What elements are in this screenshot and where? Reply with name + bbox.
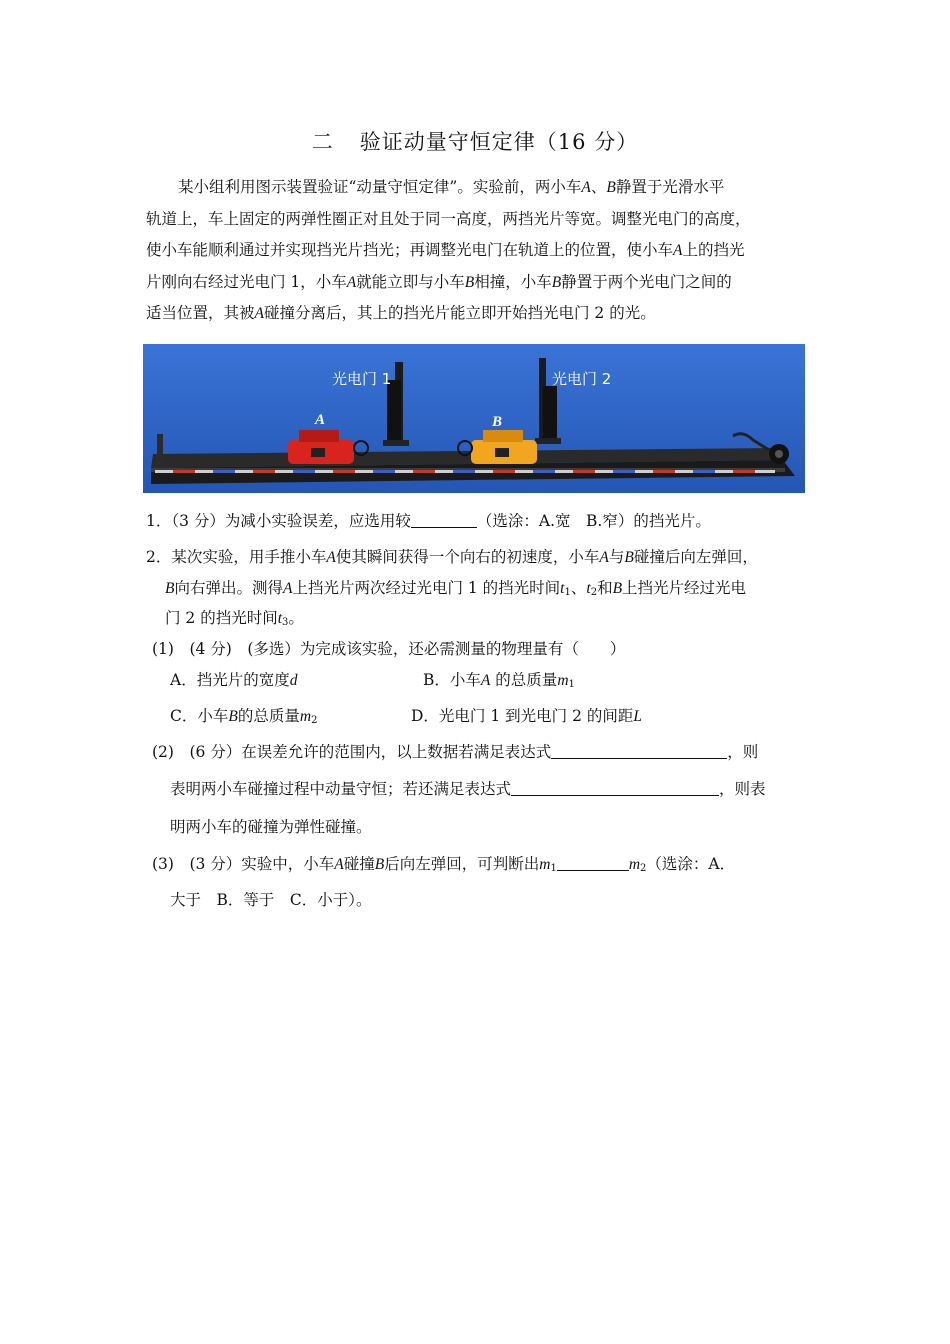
cart-a-label: A [315,412,326,428]
left-end-stop [157,434,163,464]
question-2-line-2: B向右弹出。测得A上挡光片两次经过光电门 1 的挡光时间$t_1$、$t_2$和B上挡光片经过光电 [165,579,747,598]
intro-line-3: 使小车能顺利通过并实现挡光片挡光；再调整光电门在轨道上的位置，使小车A上的挡光 [146,241,745,259]
section-title-text: 验证动量守恒定律（16 分） [359,130,639,154]
answer-blank-elastic[interactable] [511,781,719,796]
section-title [0,126,950,156]
track-scale [155,470,775,473]
question-2-3-line-1: (3) (3 分）实验中，小车A碰撞B后向左弹回，可判断出$m_1$ $m_2$（选涂：A． [152,855,736,874]
intro-paragraph [146,172,806,330]
cart-b-label: B [492,414,503,430]
option-b[interactable]: B．小车A 的总质量$m_1$ [423,671,575,690]
question-2-1: (1) (4 分) (多选）为完成该实验，还必需测量的物理量有（ ） [152,640,626,658]
question-2-2-line-2: 表明两小车碰撞过程中动量守恒；若还满足表达式 ，则表 [170,780,766,798]
experiment-photo [143,344,805,493]
answer-blank-momentum[interactable] [551,744,727,759]
answer-blank-mass[interactable] [557,856,629,871]
question-2-2-line-3: 明两小车的碰撞为弹性碰撞。 [170,818,372,836]
option-d[interactable]: D．光电门 1 到光电门 2 的间距L [411,707,642,725]
question-2-line-3: 门 2 的挡光时间$t_3$。 [165,609,304,628]
answer-blank-1[interactable] [411,513,477,528]
gate1-label: 光电门 1 [332,370,392,388]
section-number: 二 [311,130,334,154]
option-a[interactable]: A．挡光片的宽度d [170,671,298,689]
option-c[interactable]: C．小车B的总质量$m_2$ [170,707,318,726]
intro-line-2: 轨道上，车上固定的两弹性圈正对且处于同一高度，两挡光片等宽。调整光电门的高度， [146,209,751,228]
question-2-line-1: 2．某次实验，用手推小车A使其瞬间获得一个向右的初速度，小车A与B碰撞后向左弹回， [146,548,758,566]
question-1: 1．（3 分）为减小实验误差，应选用较 （选涂：A.宽 B.窄）的挡光片。 [146,512,711,530]
question-2-3-line-2: 大于 B．等于 C．小于）。 [170,891,372,909]
intro-line-5: 适当位置，其被A碰撞分离后，其上的挡光片能立即开始挡光电门 2 的光。 [146,304,656,322]
gate2-label: 光电门 2 [552,370,612,388]
question-2-2-line-1: (2) (6 分）在误差允许的范围内，以上数据若满足表达式 ，则 [152,743,759,761]
intro-line-4: 片刚向右经过光电门 1，小车A就能立即与小车B相撞，小车B静置于两个光电门之间的 [146,272,732,291]
intro-line-1: 某小组利用图示装置验证“动量守恒定律”。实验前，两小车A、B静置于光滑水平 [178,178,725,196]
